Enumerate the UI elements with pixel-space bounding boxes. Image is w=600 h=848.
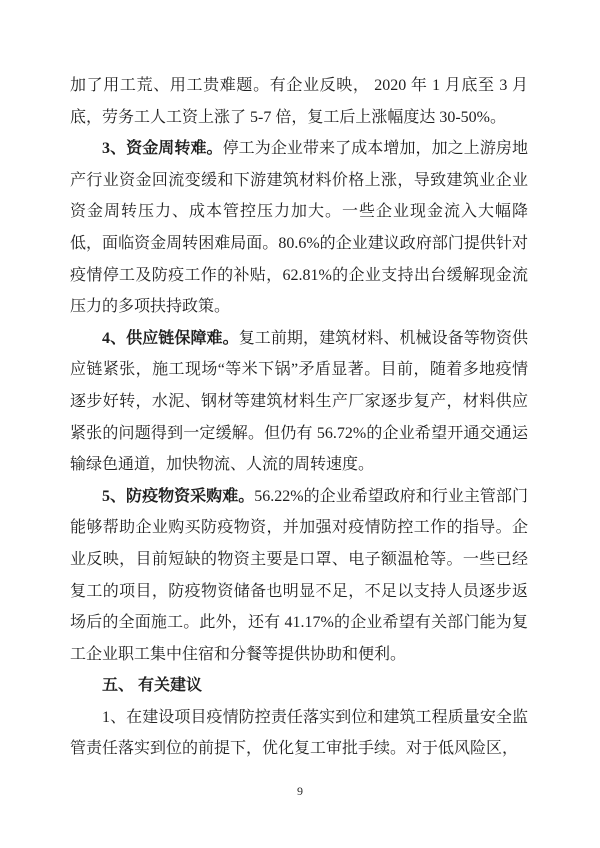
section-heading-suggestions: [70, 670, 528, 702]
section-heading-text: 五、 有关建议: [102, 677, 203, 695]
paragraph-supply-chain: [70, 323, 528, 481]
paragraph-text: 56.22%的企业希望政府和行业主管部门能够帮助企业购买防疫物资，并加强对疫情防控工作的指导。企业反映，目前短缺的物资主要是口罩、电子额温枪等。一些已经复工的项目，防疫物资储备也明显不足，不足以支持人员逐步返场后的全面施工。此外，还有 41.17%的企业希望有关部门能为复工企业职工集中住宿和分餐等提供协助和便利。: [70, 487, 528, 663]
paragraph-text: 1、在建设项目疫情防控责任落实到位和建筑工程质量安全监管责任落实到位的前提下，优化复工审批手续。对于低风险区，: [70, 708, 528, 758]
paragraph-text: 复工前期，建筑材料、机械设备等物资供应链紧张，施工现场“等米下锅”矛盾显著。目前，随着多地疫情逐步好转，水泥、钢材等建筑材料生产厂家逐步复产，材料供应紧张的问题得到一定缓解。但仍有 56.72%的企业希望开通交通运输绿色通道，加快物流、人流的周转速度。: [70, 329, 528, 474]
paragraph-labor-cost-continuation: [70, 70, 528, 133]
paragraph-text: 停工为企业带来了成本增加，加之上游房地产行业资金回流变缓和下游建筑材料价格上涨，导致建筑业企业资金周转压力、成本管控压力加大。一些企业现金流入大幅降低，面临资金周转困难局面。80.6%的企业建议政府部门提供针对疫情停工及防疫工作的补贴，62.81%的企业支持出台缓解现金流压力的多项扶持政策。: [70, 140, 528, 316]
document-body: [70, 70, 528, 765]
paragraph-suggestion-1: [70, 702, 528, 765]
paragraph-epidemic-supplies: [70, 481, 528, 671]
paragraph-lead: 5、防疫物资采购难。: [102, 487, 255, 505]
page-number: 9: [297, 784, 303, 798]
paragraph-capital-turnover: [70, 133, 528, 323]
paragraph-text: 加了用工荒、用工贵难题。有企业反映， 2020 年 1 月底至 3 月底，劳务工人工资上涨了 5-7 倍，复工后上涨幅度达 30-50%。: [70, 77, 528, 126]
paragraph-lead: 3、资金周转难。: [102, 140, 223, 158]
paragraph-lead: 4、供应链保障难。: [102, 329, 239, 347]
